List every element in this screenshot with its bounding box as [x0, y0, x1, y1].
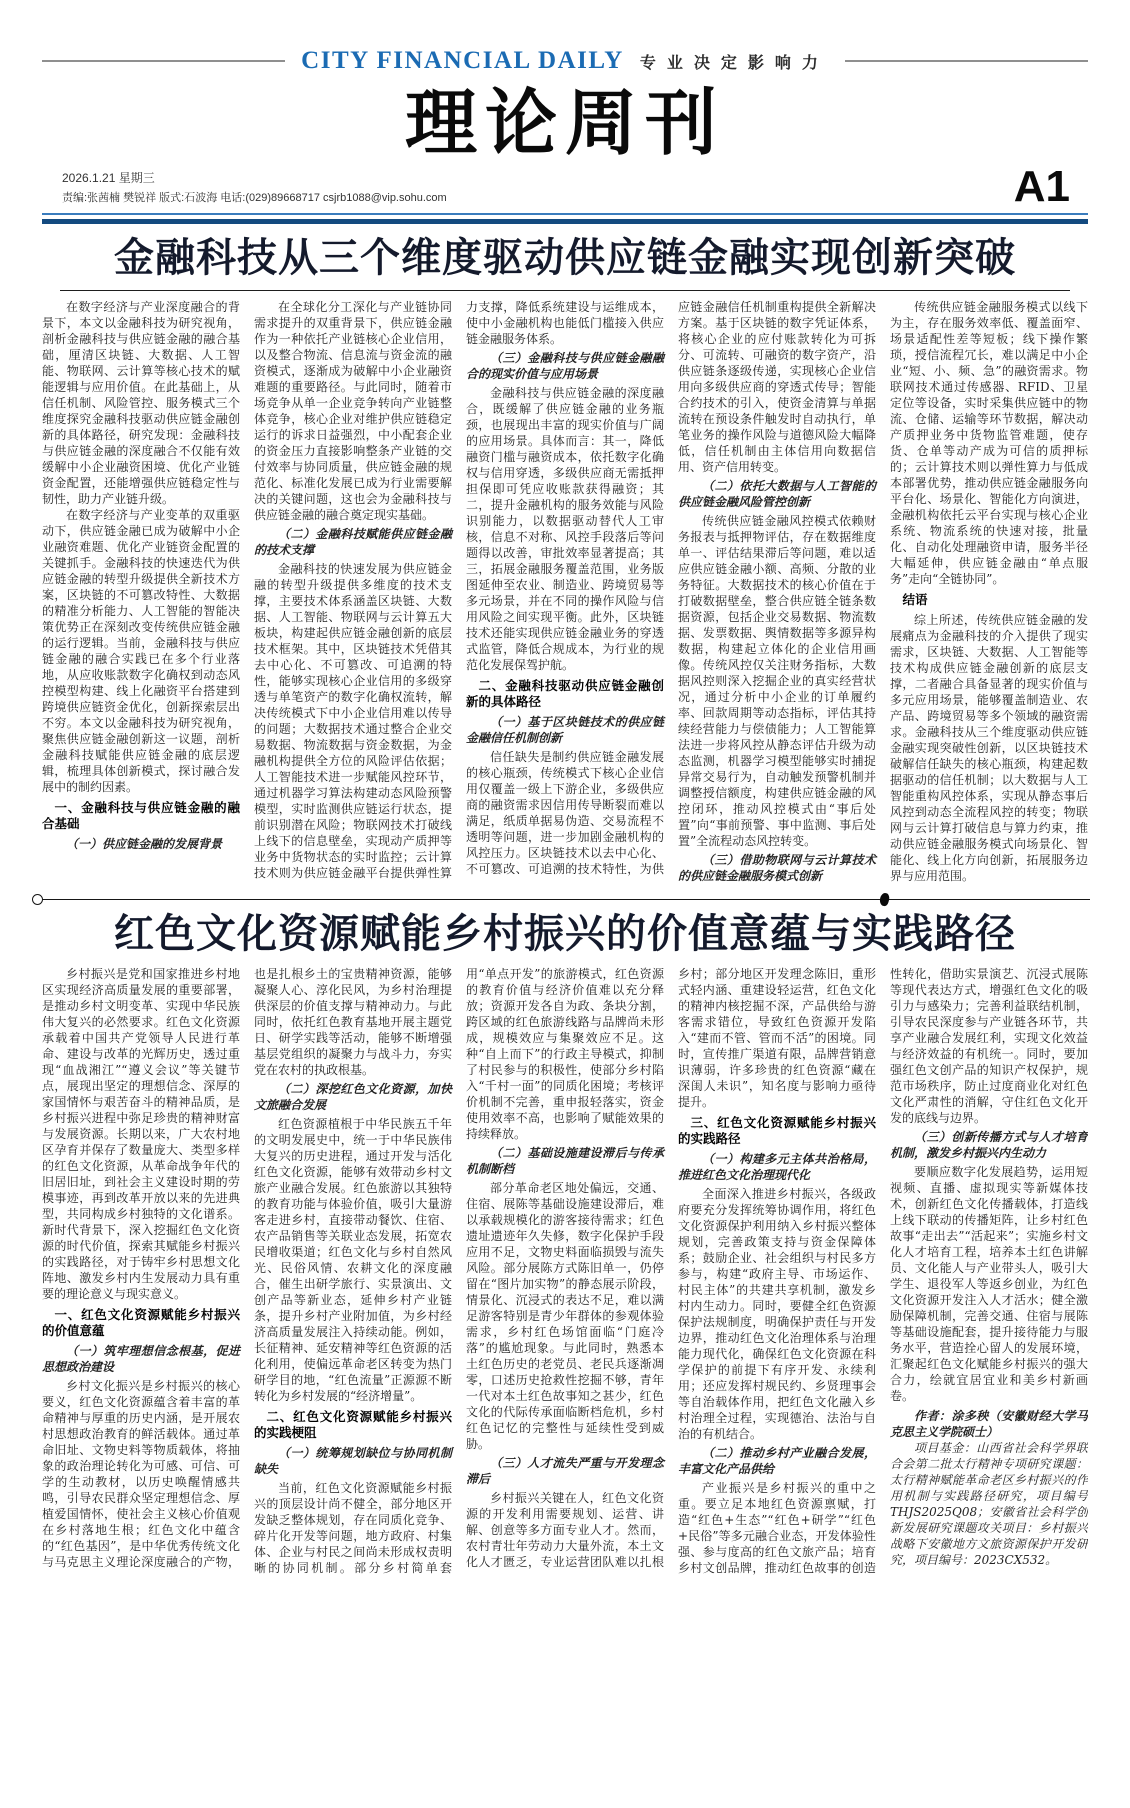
- subsection-heading: （二）金融科技赋能供应链金融的技术支撑: [254, 526, 452, 557]
- body-paragraph: 要顺应数字化发展趋势，运用短视频、直播、虚拟现实等新媒体技术，创新红色文化传播载体，打造线上线下联动的传播矩阵，让乡村红色故事“走出去”“活起来”；实施乡村文化人才培育工程，培养本土红色讲解员、文化能人与产业带头人，吸引大学生、退役军人等返乡创业，为红色文化资源开发注入人才活水；健全激励保障机制，完善交通、住宿与展陈等基础设施配套，提升接待能力与服务水平，营造拴心留人的发展环境，汇聚起红色文化赋能乡村振兴的强大合力，绘就宜居宜业和美乡村新画卷。: [890, 1164, 1088, 1403]
- masthead: [0, 0, 1130, 224]
- section-heading: 二、红色文化资源赋能乡村振兴的实践梗阻: [254, 1408, 452, 1440]
- subsection-heading: （二）深挖红色文化资源，加快文旅融合发展: [254, 1081, 452, 1112]
- section-heading: 二、金融科技驱动供应链金融创新的具体路径: [466, 677, 664, 709]
- edition-title: 理论周刊: [404, 80, 725, 165]
- body-paragraph: 在数字经济与产业深度融合的背景下，本文以金融科技为研究视角，剖析金融科技与供应链金融的融合基础，厘清区块链、大数据、人工智能、物联网、云计算等核心技术的赋能逻辑与应用价值。在此基础上，从信任机制、风险管控、服务模式三个维度探究金融科技驱动供应链金融创新的具体路径，研究发现：金融科技与供应链金融的深度融合不仅能有效缓解中小企业融资困境、优化产业链资金配置，还能增强供应链稳定性与韧性，助力产业链升级。: [42, 299, 240, 506]
- subsection-heading: （三）创新传播方式与人才培育机制，激发乡村振兴内生动力: [890, 1129, 1088, 1160]
- subsection-heading: （一）基于区块链技术的供应链金融信任机制创新: [466, 714, 664, 745]
- subsection-heading: （三）人才流失严重与开发理念滞后: [466, 1455, 664, 1486]
- body-paragraph: 部分革命老区地处偏远，交通、住宿、展陈等基础设施建设滞后，难以承载规模化的游客接待需求；红色遗址遗迹年久失修，数字化保护手段应用不足，文物史料面临损毁与流失风险。部分展陈方式陈旧单一，仍停留在“图片加实物”的静态展示阶段，情景化、沉浸式的表达不足，难以满足游客特别是青少年群体的参观体验需求，乡村红色场馆面临“门庭冷落”的尴尬现象。与此同时，熟悉本土红色历史的老党员、老民兵逐渐凋零，口述历史抢救性挖掘不够，青年一代对本土红色故事知之甚少，红色文化的代际传承面临断档危机，乡村红色记忆的完整性与延续性受到威胁。: [466, 1180, 664, 1451]
- fund-note: 项目基金：山西省社会科学界联合会第二批太行精神专项研究课题：太行精神赋能革命老区乡村振兴的作用机制与实践路径研究，项目编号THJS2025Q08；安徽省社会科学创新发展研究课题攻关项目：乡村振兴战略下安徽地方文旅资源保护开发研究，项目编号：2023CX532。: [890, 1440, 1088, 1567]
- body-paragraph: 在全球化分工深化与产业链协同需求提升的双重背景下，供应链金融作为一种依托产业链核心企业信用，以及整合物流、信息流与资金流的融资模式，逐渐成为破解中小企业融资难题的重要路径。与此同时，随着市场竞争从单一企业竞争转向产业链整体竞争，核心企业对维护供应链稳定运行的诉求日益强烈，中小配套企业的资金压力直接影响整条产业链的交付效率与协同质量，供应链金融的规范化、标准化发展已成为行业需要解决的关键问题，这也会为金融科技与供应链金融的融合奠定现实基础。: [254, 299, 452, 522]
- subsection-heading: （三）金融科技与供应链金融融合的现实价值与应用场景: [466, 350, 664, 381]
- masthead-rule-thin-blue: [42, 213, 1088, 215]
- staff-line: 责编:张茜楠 樊锐祥 版式:石波海 电话:(029)89668717 csjrb1088@vip.sohu.com: [62, 191, 447, 204]
- body-paragraph: 当前，红色文化资源赋能乡村振兴的顶层设计尚不健全，部分地区开发缺乏整体规划，存在同质化竞争、碎片化开发等问题，地方政府、村集体、企业与村民之间尚未形成权责明晰的协同机制。部分乡村简单套用“单点开发”的旅游模式，红色资源的教育价值与经济价值难以充分释放；资源开发各自为政、条块分割，跨区域的红色旅游线路与品牌尚未形成，规模效应与集聚效应不足。这种“自上而下”的行政主导模式，抑制了村民参与的积极性，使部分乡村陷入“千村一面”的同质化困境；考核评价机制不完善，重申报轻落实，资金使用效率不高，也影响了赋能效果的持续释放。: [254, 966, 664, 1575]
- paper-name: CITY FINANCIAL DAILY: [301, 47, 624, 74]
- body-paragraph: 传统供应链金融风控模式依赖财务报表与抵押物评估，存在数据维度单一、评估结果滞后等问题，难以适应供应链金融小额、高频、分散的业务特征。大数据技术的核心价值在于打破数据壁垒，整合供应链全链条数据资源，包括企业交易数据、物流数据、发票数据、舆情数据等多源异构数据，构建起立体化的企业信用画像。传统风控仅关注财务指标，大数据风控则深入挖掘企业的真实经营状况，通过分析中小企业的订单履约率、回款周期等动态指标，评估其持续经营能力与偿债能力；人工智能算法进一步将风控从静态评估升级为动态监测，机器学习模型能够实时捕捉异常交易行为，自动触发预警机制并调整授信额度，构建供应链金融的风控闭环，推动风控模式由“事后处置”向“事前预警、事中监测、事后处置”全流程动态风控转变。: [678, 513, 876, 848]
- subsection-heading: （二）推动乡村产业融合发展，丰富文化产品供给: [678, 1445, 876, 1476]
- subsection-heading: （一）构建多元主体共治格局，推进红色文化治理现代化: [678, 1151, 876, 1182]
- divider-ink-icon: [879, 892, 891, 907]
- body-paragraph: 信任缺失是制约供应链金融发展的核心瓶颈，传统模式下核心企业信用仅覆盖一级上下游企业，多级供应商的融资需求因信用传导断裂而难以满足，纸质单据易伪造、交易流程不透明等问题，进一步加剧金融机构的风控压力。区块链技术以去中心化、不可篡改、可追溯的技术特性，为供应链金融信任机制重构提供全新解决方案。基于区块链的数字凭证体系，将核心企业的应付账款转化为可拆分、可流转、可融资的数字资产，沿供应链条逐级传递，实现核心企业信用向多级供应商的穿透式传导；智能合约技术的引入，使资金清算与单据流转在预设条件触发时自动执行，单笔业务的操作风险与道德风险大幅降低，信任机制由主体信用向数据信用、资产信用转变。: [466, 299, 876, 876]
- subsection-heading: （一）供应链金融的发展背景: [66, 836, 223, 851]
- body-paragraph: 综上所述，传统供应链金融的发展痛点为金融科技的介入提供了现实需求，区块链、大数据、人工智能等技术构成供应链金融创新的底层支撑，二者融合具备显著的现实价值与多元应用场景，能够覆盖制造业、农产品、跨境贸易等多个领域的融资需求。金融科技从三个维度驱动供应链金融实现突破性创新，以区块链技术破解信任缺失的核心瓶颈，构建起数据驱动的信任机制；以大数据与人工智能重构风控体系，实现从静态事后风控到动态全流程风控的转变；物联网与云计算打破信息与算力约束，推动供应链金融服务模式向场景化、智能化、线上化方向创新，拓展服务边界与应用范围。: [890, 612, 1088, 883]
- body-paragraph: 在数字经济与产业变革的双重驱动下，供应链金融已成为破解中小企业融资难题、优化产业链资金配置的关键抓手。金融科技的快速迭代为供应链金融的转型升级提供全新技术方案，区块链的不可篡改特性、大数据的精准分析能力、人工智能的智能决策优势正在深刻改变传统供应链金融的运行逻辑。当前，金融科技与供应链金融的融合实践已在多个行业落地，从应收账款数字化确权到动态风控模型构建、线上化融资平台搭建到跨境供应链资金优化，创新探索层出不穷。本文以金融科技为研究视角，聚焦供应链金融创新这一议题，剖析金融科技赋能供应链金融的底层逻辑，梳理具体创新模式，探讨融合发展中的制约因素。: [42, 507, 240, 794]
- author-note: 作者：涂多秧（安徽财经大学马克思主义学院硕士）: [890, 1408, 1088, 1439]
- masthead-rule-thick-navy: [42, 219, 1088, 224]
- section-heading: 结语: [902, 591, 928, 607]
- masthead-rule-left: [42, 60, 285, 62]
- body-paragraph: 乡村振兴是党和国家推进乡村地区实现经济高质量发展的重要部署，是推动乡村文明变革、实现中华民族伟大复兴的必然要求。红色文化资源承载着中国共产党领导人民进行革命、建设与改革的光辉历史，透过重现“血战湘江”“遵义会议”等关键节点，展现出坚定的理想信念、深厚的家国情怀与艰苦奋斗的精神品质，是乡村振兴进程中弥足珍贵的精神财富与发展资源。长期以来，广大农村地区孕育并保存了数量庞大、类型多样的红色文化资源，从革命战争年代的旧居旧址，到社会主义建设时期的劳模事迹，再到改革开放以来的先进典型，共同构成乡村独特的文化谱系。新时代背景下，深入挖掘红色文化资源的时代价值，探索其赋能乡村振兴的实践路径，对于铸牢乡村思想文化阵地、激发乡村内生发展动力具有重要的理论意义与现实意义。: [42, 966, 240, 1301]
- body-paragraph: 产业振兴是乡村振兴的重中之重。要立足本地红色资源禀赋，打造“红色+生态”“红色+研学”“红色+民俗”等多元融合业态，开发体验性强、参与度高的红色文旅产品；培育乡村文创品牌，推动红色故事的创造性转化，借助实景演艺、沉浸式展陈等现代表达方式，增强红色文化的吸引力与感染力；完善利益联结机制，引导农民深度参与产业链各环节，共享产业融合发展红利，实现文化效益与经济效益的有机统一。同时，要加强红色文创产品的知识产权保护，规范市场秩序，防止过度商业化对红色文化严肃性的消解，守住红色文化开发的底线与边界。: [678, 966, 1088, 1575]
- subsection-heading: （三）借助物联网与云计算技术的供应链金融服务模式创新: [678, 852, 876, 883]
- page-number: A1: [1013, 161, 1070, 211]
- body-paragraph: 红色资源植根于中华民族五千年的文明发展史中，统一于中华民族伟大复兴的历史进程，通过开发与活化红色文化资源，能够有效带动乡村文旅产业融合发展。红色旅游以其独特的教育功能与体验价值，吸引大量游客走进乡村，直接带动餐饮、住宿、农产品销售等关联业态发展，拓宽农民增收渠道；红色文化与乡村自然风光、民俗风情、农耕文化的深度融合，催生出研学旅行、实景演出、文创产品等新业态，延伸乡村产业链条，提升乡村产业附加值，为乡村经济高质量发展注入持续动能。例如，长征精神、延安精神等红色资源的活化利用，使偏远革命老区转变为热门研学目的地，“红色流量”正源源不断转化为乡村发展的“经济增量”。: [254, 1116, 452, 1403]
- section-heading: 一、金融科技与供应链金融的融合基础: [42, 799, 240, 831]
- subsection-heading: （二）依托大数据与人工智能的供应链金融风险管控创新: [678, 478, 876, 509]
- masthead-row: [42, 46, 1088, 76]
- body-paragraph: 金融科技与供应链金融的深度融合，既缓解了供应链金融的业务瓶颈，也展现出丰富的现实价值与广阔的应用场景。具体而言：其一，降低融资门槛与融资成本，依托数字化确权与信用穿透，多级供应商无需抵押担保即可凭应收账款获得融资；其二，提升金融机构的服务效能与风险识别能力，以数据驱动替代人工审核，信息不对称、风控手段落后等问题得以改善，审批效率显著提高；其三，拓展金融服务覆盖范围，业务版图延伸至农业、制造业、跨境贸易等多元场景，并在不同的操作风险与信用风险之间实现平衡。此外，区块链技术还能实现供应链金融业务的穿透式监管，降低合规成本，为行业的规范化发展保驾护航。: [466, 385, 664, 672]
- body-paragraph: 传统供应链金融服务模式以线下为主，存在服务效率低、覆盖面窄、场景适配性差等短板；线下操作繁琐，授信流程冗长，难以满足中小企业“短、小、频、急”的融资需求。物联网技术通过传感器、RFID、卫星定位等设备，实时采集供应链中的物流、仓储、运输等环节数据，解决动产质押业务中货物监管难题，使存货、仓单等动产成为可信的质押标的；云计算技术则以弹性算力与低成本部署优势，推动供应链金融服务向平台化、场景化、智能化方向演进，金融机构依托云平台实现与核心企业系统、物流系统的快速对接，批量化、自动化处理融资申请，服务半径大幅延伸，供应链金融由“单点服务”走向“全链协同”。: [890, 299, 1088, 586]
- article-1-headline: 金融科技从三个维度驱动供应链金融实现创新突破: [114, 233, 1016, 281]
- masthead-meta-row: [42, 161, 1088, 211]
- body-paragraph: 乡村振兴关键在人，红色文化资源的开发利用需要规划、运营、讲解、创意等多方面专业人才。然而，农村青壮年劳动力大量外流，本土文化人才匮乏，专业运营团队难以扎根乡村；部分地区开发理念陈旧，重形式轻内涵、重建设轻运营，红色文化的精神内核挖掘不深，产品供给与游客需求错位，导致红色资源开发陷入“建而不管、管而不活”的困境。同时，宣传推广渠道有限，品牌营销意识薄弱，许多珍贵的红色资源“藏在深闺人未识”，知名度与影响力亟待提升。: [466, 966, 876, 1569]
- section-heading: 三、红色文化资源赋能乡村振兴的实践路径: [678, 1114, 876, 1146]
- body-paragraph: 乡村文化振兴是乡村振兴的核心要义，红色文化资源蕴含着丰富的革命精神与厚重的历史内涵，是开展农村思想政治教育的鲜活载体。通过革命旧址、文物史料等物质载体，将抽象的政治理论转化为可感、可信、可学的生动教材，以历史唤醒情感共鸣，引导农民群众坚定理想信念、厚植爱国情怀，使社会主义核心价值观在乡村落地生根；红色文化中蕴含的“红色基因”，是中华优秀传统文化与马克思主义理论深度融合的产物，也是扎根乡土的宝贵精神资源，能够凝聚人心、淳化民风，为乡村治理提供深层的价值支撑与精神动力。与此同时，依托红色教育基地开展主题党日、研学实践等活动，能够不断增强基层党组织的凝聚力与战斗力，夯实党在农村的执政根基。: [42, 966, 452, 1569]
- article-1-body: [42, 299, 1088, 887]
- article-1-headline-rule: [60, 290, 1070, 291]
- divider-circle-icon: [32, 894, 43, 905]
- subsection-heading: （一）统筹规划缺位与协同机制缺失: [254, 1445, 452, 1476]
- body-paragraph: 金融科技的快速发展为供应链金融的转型升级提供多维度的技术支撑，主要技术体系涵盖区块链、大数据、人工智能、物联网与云计算五大板块，构建起供应链金融创新的底层技术框架。其中，区块链技术凭借其去中心化、不可篡改、可追溯的特性，能够实现核心企业信用的多级穿透与单笔资产的数字化确权流转，解决传统模式下中小企业信用难以传导的问题；大数据技术通过整合企业交易数据、物流数据与资金数据，为金融机构提供全方位的风险评估依据；人工智能技术进一步赋能风控环节，通过机器学习算法构建动态风险预警模型，实时监测供应链运行状态，提前识别潜在风险；物联网技术打破线上线下的信息壁垒，实现动产质押等业务中货物状态的实时监控；云计算技术则为供应链金融平台提供弹性算力支撑，降低系统建设与运维成本，使中小金融机构也能低门槛接入供应链金融服务体系。: [254, 299, 664, 880]
- article-divider: [40, 899, 1090, 900]
- article-2-body: [42, 966, 1088, 1802]
- paper-slogan: 专业决定影响力: [639, 52, 829, 72]
- section-heading: 一、红色文化资源赋能乡村振兴的价值意蕴: [42, 1306, 240, 1338]
- subsection-heading: （二）基础设施建设滞后与传承机制断档: [466, 1145, 664, 1176]
- article-2: [0, 909, 1130, 1802]
- article-1: [0, 233, 1130, 887]
- subsection-heading: （一）筑牢理想信念根基，促进思想政治建设: [42, 1343, 240, 1374]
- article-2-headline: 红色文化资源赋能乡村振兴的价值意蕴与实践路径: [114, 909, 1016, 957]
- date-block: [62, 169, 447, 205]
- body-paragraph: 全面深入推进乡村振兴，各级政府要充分发挥统筹协调作用，将红色文化资源保护利用纳入乡村振兴整体规划，完善政策支持与资金保障体系；鼓励企业、社会组织与村民多方参与，构建“政府主导、市场运作、村民主体”的共建共享机制，激发乡村内生动力。同时，要健全红色资源保护法规制度，明确保护责任与开发边界，推动红色文化治理体系与治理能力现代化，确保红色文化资源在科学保护的前提下有序开发、永续利用；还应发挥村规民约、乡贤理事会等自治载体作用，把红色文化融入乡村治理全过程，实现德治、法治与自治的有机结合。: [678, 1186, 876, 1441]
- date-line: 2026.1.21 星期三: [62, 170, 155, 185]
- masthead-rule-right: [845, 60, 1088, 62]
